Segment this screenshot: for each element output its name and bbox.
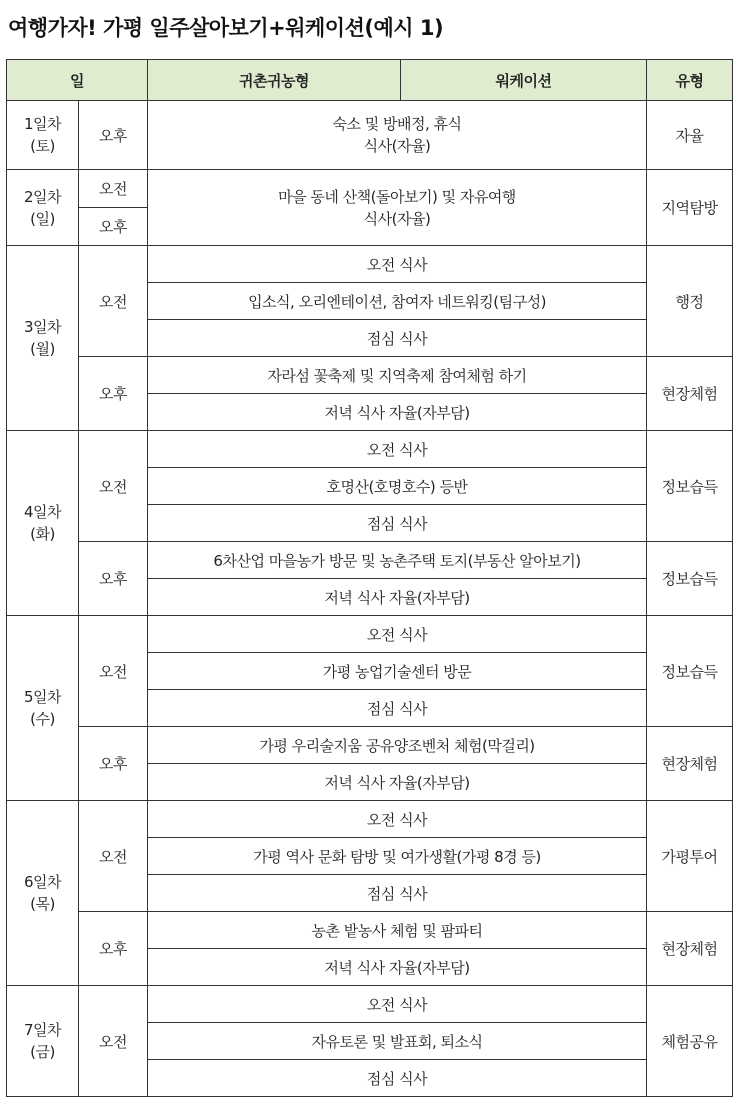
type-cell: 현장체험 — [647, 912, 733, 986]
activity-cell: 가평 우리술지움 공유양조벤처 체험(막걸리) — [148, 727, 647, 764]
table-row — [7, 542, 733, 579]
activity-cell: 입소식, 오리엔테이션, 참여자 네트워킹(팀구성) — [148, 283, 647, 320]
activity-cell: 점심 식사 — [148, 505, 647, 542]
day-cell — [7, 101, 79, 170]
type-cell: 행정 — [647, 246, 733, 357]
type-cell: 현장체험 — [647, 727, 733, 801]
header-row — [7, 60, 733, 101]
day-label: 5일차 — [23, 688, 62, 706]
period-cell: 오전 — [79, 616, 148, 727]
day-label: 2일차 — [23, 187, 62, 206]
day-weekday: (일) — [30, 209, 55, 228]
activity-cell: 오전 식사 — [148, 431, 647, 468]
table-row — [7, 170, 733, 208]
activity-cell: 가평 농업기술센터 방문 — [148, 653, 647, 690]
table-row — [7, 986, 733, 1023]
type-cell: 정보습득 — [647, 431, 733, 542]
period-cell: 오전 — [79, 246, 148, 357]
activity-line: 식사(자율) — [363, 209, 431, 228]
day-weekday: (수) — [30, 710, 55, 728]
activity-cell: 점심 식사 — [148, 1060, 647, 1097]
period-cell: 오전 — [79, 986, 148, 1097]
day-label: 1일차 — [23, 115, 62, 133]
header-col-b: 워케이션 — [401, 60, 647, 101]
day-label: 6일차 — [23, 873, 62, 891]
day-cell — [7, 986, 79, 1097]
header-day: 일 — [7, 60, 148, 101]
activity-cell: 오전 식사 — [148, 616, 647, 653]
activity-line: 숙소 및 방배정, 휴식 — [332, 115, 462, 133]
table-row — [7, 357, 733, 394]
day-cell — [7, 170, 79, 246]
table-row — [7, 246, 733, 283]
type-cell: 체험공유 — [647, 986, 733, 1097]
day-weekday: (금) — [30, 1043, 55, 1061]
day-label: 3일차 — [23, 318, 62, 336]
type-cell: 현장체험 — [647, 357, 733, 431]
period-cell: 오후 — [79, 357, 148, 431]
day-label: 4일차 — [23, 503, 62, 521]
type-cell: 정보습득 — [647, 542, 733, 616]
period-cell: 오후 — [79, 542, 148, 616]
period-cell: 오후 — [79, 727, 148, 801]
activity-cell: 오전 식사 — [148, 246, 647, 283]
page-title: 여행가자! 가평 일주살아보기+워케이션(예시 1) — [8, 16, 444, 40]
period-cell: 오전 — [79, 431, 148, 542]
type-cell: 자율 — [647, 101, 733, 170]
activity-line: 식사(자율) — [363, 137, 431, 155]
type-cell: 정보습득 — [647, 616, 733, 727]
period-cell: 오후 — [79, 208, 148, 246]
activity-cell: 점심 식사 — [148, 690, 647, 727]
activity-cell: 호명산(호명호수) 등반 — [148, 468, 647, 505]
table-row — [7, 801, 733, 838]
period-cell: 오전 — [79, 801, 148, 912]
activity-cell: 자유토론 및 발표회, 퇴소식 — [148, 1023, 647, 1060]
day-weekday: (화) — [30, 525, 55, 543]
table-row — [7, 727, 733, 764]
day-weekday: (월) — [30, 340, 55, 358]
activity-cell — [148, 101, 647, 170]
activity-cell: 저녁 식사 자율(자부담) — [148, 949, 647, 986]
header-col-a: 귀촌귀농형 — [148, 60, 401, 101]
activity-cell: 6차산업 마을농가 방문 및 농촌주택 토지(부동산 알아보기) — [148, 542, 647, 579]
table-row — [7, 101, 733, 170]
activity-cell: 가평 역사 문화 탐방 및 여가생활(가평 8경 등) — [148, 838, 647, 875]
table-row — [7, 431, 733, 468]
day-cell — [7, 616, 79, 801]
table-row — [7, 616, 733, 653]
header-type: 유형 — [647, 60, 733, 101]
period-cell: 오후 — [79, 101, 148, 170]
activity-cell: 오전 식사 — [148, 801, 647, 838]
activity-cell — [148, 170, 647, 246]
period-cell: 오전 — [79, 170, 148, 208]
activity-cell: 저녁 식사 자율(자부담) — [148, 579, 647, 616]
day-cell — [7, 801, 79, 986]
table-row — [7, 912, 733, 949]
activity-cell: 저녁 식사 자율(자부담) — [148, 764, 647, 801]
day-cell — [7, 431, 79, 616]
day-weekday: (목) — [30, 895, 55, 913]
type-cell: 지역탐방 — [647, 170, 733, 246]
activity-cell: 오전 식사 — [148, 986, 647, 1023]
activity-cell: 자라섬 꽃축제 및 지역축제 참여체험 하기 — [148, 357, 647, 394]
activity-cell: 점심 식사 — [148, 320, 647, 357]
day-label: 7일차 — [23, 1021, 62, 1039]
activity-cell: 점심 식사 — [148, 875, 647, 912]
period-cell: 오후 — [79, 912, 148, 986]
day-cell — [7, 246, 79, 431]
activity-line: 마을 동네 산책(돌아보기) 및 자유여행 — [278, 187, 516, 206]
schedule-table — [6, 59, 733, 1097]
type-cell: 가평투어 — [647, 801, 733, 912]
day-weekday: (토) — [30, 137, 55, 155]
activity-cell: 저녁 식사 자율(자부담) — [148, 394, 647, 431]
activity-cell: 농촌 밭농사 체험 및 팜파티 — [148, 912, 647, 949]
